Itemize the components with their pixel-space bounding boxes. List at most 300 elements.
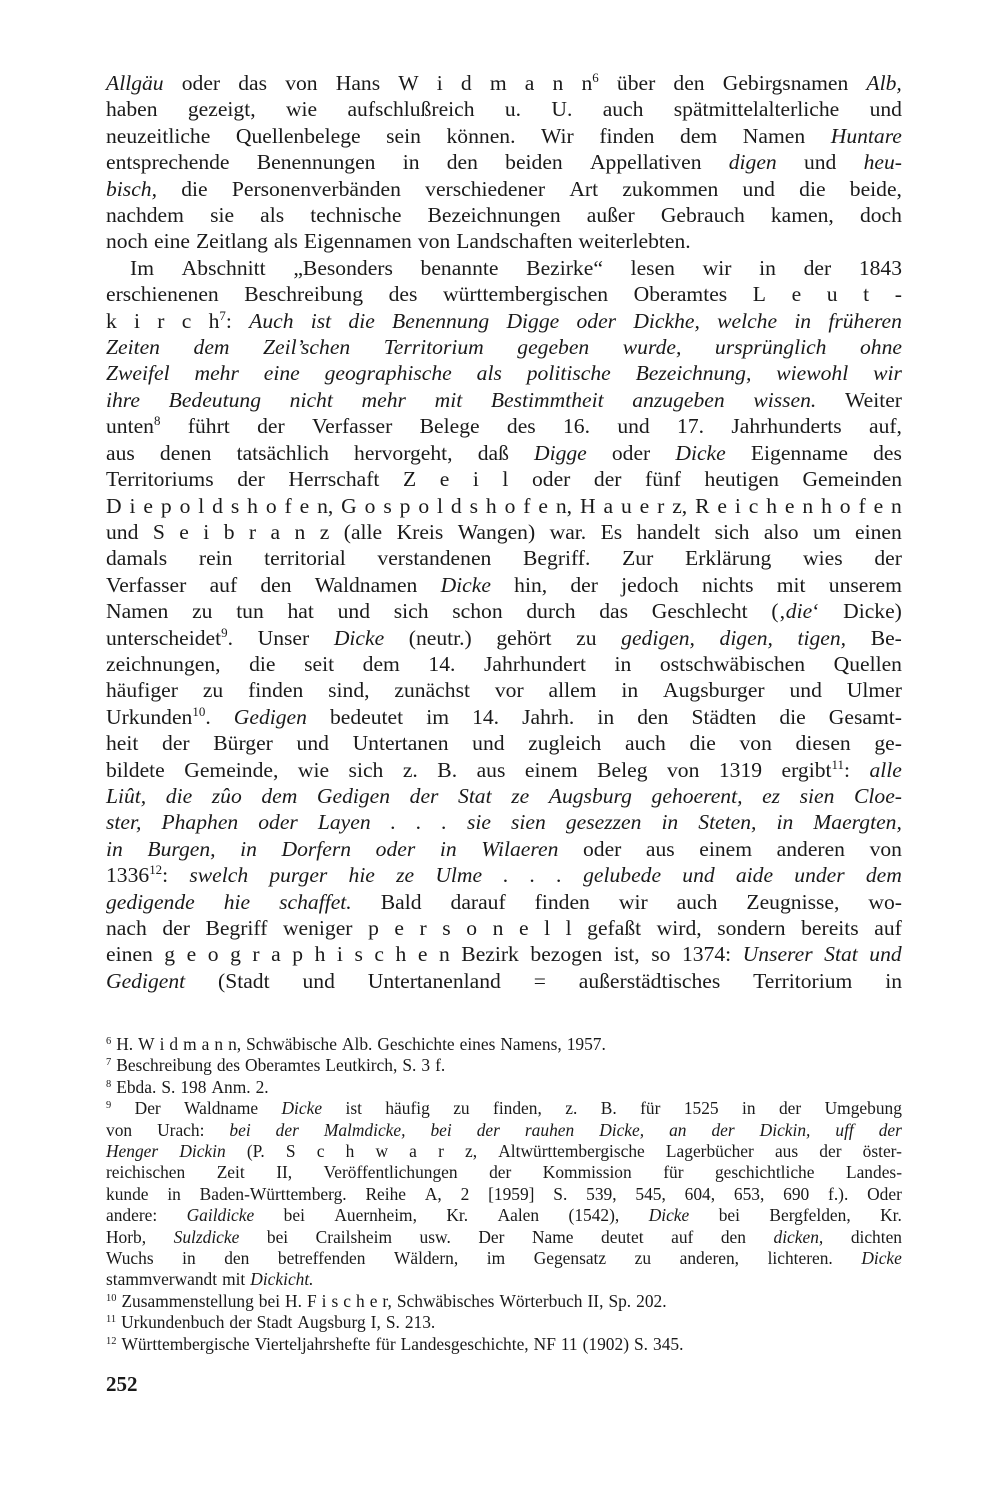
word: $n^6$	[581, 70, 599, 95]
footnote-line	[106, 1269, 902, 1290]
word: Burgen,	[147, 836, 216, 861]
word: zeichnungen,	[106, 651, 221, 676]
word: und	[869, 942, 902, 967]
word: h	[485, 493, 497, 518]
word: Dicke	[861, 1248, 902, 1269]
word: n	[214, 1034, 224, 1054]
text-line	[106, 360, 902, 386]
word: auf	[671, 1226, 694, 1247]
word: f.).	[828, 1183, 849, 1204]
word: Herrschaft	[288, 467, 380, 492]
word: finden	[599, 123, 655, 148]
word: f	[858, 493, 866, 518]
word: auch	[602, 97, 644, 122]
word: l	[565, 916, 572, 940]
word: und	[789, 678, 822, 703]
word: h	[821, 493, 832, 518]
word: 11	[560, 1333, 578, 1354]
word: Leutkirch,	[325, 1055, 398, 1076]
word: jedoch	[621, 572, 679, 597]
word: z,	[672, 493, 688, 518]
footnote-line	[106, 1141, 902, 1162]
word: wiewohl	[776, 361, 849, 386]
word: Territoriums	[106, 467, 214, 492]
word: in	[759, 255, 776, 280]
text-line	[106, 651, 902, 677]
footnote-line	[106, 1077, 902, 1098]
word: der	[803, 255, 832, 280]
word: a	[271, 942, 281, 967]
word: 14.	[428, 651, 456, 676]
word: oder	[531, 467, 571, 492]
word: wurde,	[622, 335, 682, 360]
word: Namen	[106, 599, 169, 624]
word: .	[503, 863, 509, 888]
word: der	[778, 1098, 802, 1119]
word: 6	[106, 1035, 112, 1047]
footnote-line	[106, 1184, 902, 1205]
word: gedigen,	[621, 625, 695, 650]
word: Dickhe,	[633, 308, 700, 333]
word: Hans	[335, 71, 381, 95]
word: ist	[345, 1098, 362, 1119]
word: Augsburg	[548, 783, 632, 808]
word: der	[711, 1119, 735, 1140]
word: einen	[106, 942, 153, 967]
word: die	[799, 176, 826, 201]
word: A,	[424, 1183, 442, 1204]
word: B.	[437, 757, 458, 782]
word: (P.	[246, 1141, 265, 1162]
word: der	[229, 1312, 252, 1333]
word: II,	[276, 1162, 293, 1183]
word: Stat	[458, 783, 492, 808]
word: b	[223, 519, 235, 544]
word: W	[138, 1034, 155, 1054]
word: h	[766, 493, 778, 518]
word: reichischen	[106, 1162, 186, 1183]
word: weiterlebten.	[578, 229, 691, 254]
word: von	[666, 757, 700, 782]
word: Veröffentlichungen	[323, 1162, 458, 1183]
word: 14.	[472, 704, 500, 729]
word: a	[409, 1141, 417, 1162]
word: von	[869, 836, 902, 861]
text-line	[106, 123, 902, 149]
word: Steten,	[698, 810, 757, 835]
word: 690	[783, 1183, 810, 1204]
word: aide	[735, 863, 774, 888]
word: Bald	[380, 889, 422, 914]
text-line	[106, 228, 902, 254]
word: die	[165, 783, 193, 808]
word: -	[894, 282, 902, 307]
word: Jahrhunderts	[731, 414, 842, 439]
word: oder	[181, 71, 221, 95]
word: r	[252, 942, 260, 967]
word: Weiter	[844, 387, 902, 412]
text-line	[106, 968, 902, 994]
word: e	[784, 493, 795, 518]
word: Zusammenstellung	[121, 1290, 254, 1311]
word: Dickin,	[759, 1119, 811, 1140]
word: Im	[130, 255, 154, 280]
word: heutigen	[704, 467, 779, 492]
word: das	[238, 71, 268, 95]
word: und	[803, 150, 837, 175]
word: Bedeutung	[168, 387, 261, 412]
word: und	[302, 968, 335, 993]
word: W	[398, 71, 419, 95]
word: Maergten,	[813, 810, 902, 835]
word: 17.	[677, 414, 705, 439]
word: f.	[435, 1055, 446, 1076]
word: Begriff.	[523, 546, 591, 571]
word: Jahrhundert	[484, 651, 586, 676]
text-line	[106, 70, 902, 96]
word: o	[466, 916, 478, 940]
word: geschichtliche	[714, 1162, 815, 1183]
word: c	[343, 1290, 351, 1311]
word: gesezzen	[565, 810, 642, 835]
word: im	[486, 1248, 506, 1269]
word: H.	[116, 1034, 134, 1054]
word: für	[640, 1098, 661, 1119]
word: dichten	[850, 1226, 902, 1247]
word: e	[299, 493, 310, 518]
word: Eigenname	[750, 440, 848, 465]
word: Auch	[249, 308, 294, 333]
word: n	[492, 916, 504, 940]
text-line	[106, 862, 902, 888]
word: hin,	[514, 572, 548, 597]
word: gehört	[496, 625, 552, 650]
word: weniger	[282, 916, 353, 940]
word: nach	[106, 916, 147, 940]
word: Eigennamen	[303, 229, 412, 254]
word: z,	[465, 1141, 478, 1162]
word: und	[617, 414, 650, 439]
word: Aalen	[497, 1205, 540, 1226]
word: S	[285, 1141, 296, 1162]
word: finden,	[493, 1098, 542, 1119]
word: tun	[236, 599, 264, 624]
word: Z	[402, 467, 417, 492]
word: den	[224, 1248, 250, 1269]
word: Der	[478, 1226, 505, 1247]
word: dem	[362, 651, 400, 676]
word: gedigende	[106, 889, 195, 914]
footnote-line	[106, 1098, 902, 1119]
word: wies	[803, 546, 843, 571]
word: im	[426, 704, 450, 729]
word: c	[316, 1141, 325, 1162]
word: von	[417, 229, 451, 254]
word: p	[160, 493, 172, 518]
word: mehr	[361, 387, 406, 412]
word: fünf	[645, 467, 681, 492]
word: H	[579, 493, 596, 518]
word: S.	[385, 1312, 400, 1333]
word: H.	[285, 1290, 302, 1311]
word: =	[533, 968, 546, 993]
word: zukommen	[622, 176, 719, 201]
word: s	[469, 493, 479, 518]
word: bei	[283, 1205, 305, 1226]
word: noch	[106, 229, 148, 254]
word: e	[417, 942, 428, 967]
word: 2	[460, 1183, 470, 1204]
word: rauhen	[524, 1119, 575, 1140]
word: Zeiten	[106, 335, 160, 360]
word: Sp.	[608, 1290, 632, 1311]
word: Gebrauch	[660, 203, 745, 228]
word: B.	[600, 1098, 617, 1119]
word: e	[394, 916, 404, 940]
word: 11	[106, 1314, 117, 1326]
word: rein	[198, 546, 233, 571]
word: oder	[576, 308, 617, 333]
word: Beleg	[597, 757, 648, 782]
word: ze	[396, 863, 415, 888]
word: 1957.	[566, 1034, 606, 1054]
word: Be-	[870, 625, 902, 650]
word: n,	[555, 493, 573, 518]
word: Dicke	[333, 625, 385, 650]
word: uff	[835, 1119, 854, 1140]
text-line	[106, 413, 902, 439]
word: Waldnamen	[314, 572, 418, 597]
word: bildete	[106, 757, 165, 782]
word: D	[106, 493, 122, 518]
word: z.	[565, 1098, 578, 1119]
word: früheren	[828, 308, 902, 333]
word: aus	[106, 440, 135, 465]
word: 9	[106, 1099, 112, 1111]
word: sondern	[717, 916, 786, 940]
word: Kr.	[446, 1205, 469, 1226]
word: und	[337, 599, 370, 624]
word: Ulme	[435, 863, 483, 888]
text-line	[106, 281, 902, 307]
word: mehr	[194, 361, 239, 386]
word: Gemeinde,	[184, 757, 279, 782]
word: (1542),	[568, 1205, 620, 1226]
word: zugleich	[528, 731, 602, 756]
word: 604,	[684, 1183, 716, 1204]
word: einem	[524, 757, 578, 782]
word: mit	[222, 1269, 246, 1290]
word: (Stadt	[218, 968, 270, 993]
word: schaffet.	[279, 889, 352, 914]
word: in	[621, 678, 639, 703]
word: ursprünglich	[714, 335, 827, 360]
word: c	[748, 493, 759, 518]
word: anderen,	[679, 1248, 740, 1269]
word: f	[523, 493, 531, 518]
word: d	[212, 493, 223, 518]
word: e	[639, 493, 650, 518]
word: bei	[229, 1119, 251, 1140]
word: Namen	[742, 123, 806, 148]
word: außer	[586, 203, 635, 228]
word: nicht	[289, 387, 333, 412]
word: g	[164, 942, 176, 967]
word: Stat	[824, 942, 858, 967]
word: zu	[453, 1098, 470, 1119]
word: der	[874, 546, 902, 571]
word: under	[794, 863, 845, 888]
word: 1843	[858, 255, 902, 280]
word: Digge	[506, 308, 560, 333]
word: sich	[714, 519, 750, 544]
word: dicken,	[773, 1226, 824, 1247]
word: handelt	[636, 519, 701, 544]
text-line	[106, 915, 902, 941]
word: an	[669, 1119, 687, 1140]
word: und	[472, 731, 505, 756]
word: Vierteljahrshefte	[254, 1333, 371, 1354]
word: .	[441, 810, 447, 835]
word: .	[416, 810, 422, 835]
footnote-line	[106, 1312, 902, 1333]
word: als	[260, 203, 285, 228]
footnote-line	[106, 1291, 902, 1312]
word: i	[436, 71, 443, 95]
word: finden	[248, 678, 304, 703]
word: bezogen	[530, 942, 603, 967]
word: Wuchs	[106, 1248, 154, 1269]
word: r	[157, 308, 165, 333]
word: Untertanenland	[367, 968, 501, 993]
word: (‚die‘	[771, 599, 820, 624]
text-line	[106, 96, 902, 122]
word: purger	[269, 863, 328, 888]
word: allem	[548, 678, 597, 703]
word: Schwäbische	[246, 1034, 337, 1054]
word: spätmittelalterliche	[673, 97, 840, 122]
word: alle	[869, 757, 902, 782]
word: i	[129, 493, 136, 518]
word: andere:	[106, 1205, 158, 1226]
word: i	[159, 1034, 165, 1054]
word: Dicke,	[599, 1119, 645, 1140]
word: Belege	[419, 414, 480, 439]
word: Zeil’schen	[263, 335, 351, 360]
text-line	[106, 149, 902, 175]
word: wissen.	[753, 387, 817, 412]
word: 202.	[636, 1290, 667, 1311]
word: 12	[106, 1335, 117, 1347]
word: aufschlußreich	[347, 97, 475, 122]
word: Dicke	[648, 1205, 690, 1226]
word: [1959]	[488, 1183, 535, 1204]
word: Zeitlang	[195, 229, 268, 254]
word: Gaildicke	[186, 1205, 255, 1226]
word: zunächst	[394, 678, 470, 703]
word: n,	[317, 493, 334, 518]
text-line	[106, 545, 902, 571]
word: gefaßt	[587, 916, 642, 940]
word: führt	[187, 414, 230, 439]
word: l	[437, 493, 444, 518]
word: die	[348, 308, 375, 333]
word: n	[891, 493, 902, 518]
word: die	[689, 731, 716, 756]
word: Reihe	[365, 1183, 407, 1204]
word: z	[319, 519, 330, 544]
word: S.	[634, 1333, 649, 1354]
word: Oberamtes	[633, 282, 728, 307]
word: in	[106, 836, 123, 861]
word: d	[169, 1034, 179, 1054]
word: u	[620, 493, 632, 518]
word: i	[203, 519, 210, 544]
word: S.	[402, 1055, 417, 1076]
word: der	[162, 731, 190, 756]
word: u	[826, 282, 838, 307]
word: Alb,	[866, 71, 902, 95]
word: Zur	[622, 546, 654, 571]
word: NF	[533, 1333, 556, 1354]
word: mit	[776, 572, 806, 597]
word: darauf	[450, 889, 506, 914]
word: digen	[728, 150, 777, 175]
word: in	[742, 1098, 756, 1119]
word: tigen,	[797, 625, 847, 650]
word: o	[265, 493, 277, 518]
word: aus	[774, 1141, 799, 1162]
word: Württembergische	[121, 1333, 250, 1354]
word: e	[143, 493, 153, 518]
word: von	[106, 1119, 133, 1140]
word: m	[183, 1034, 197, 1054]
word: Gedigent	[106, 968, 186, 993]
word: einem	[699, 836, 753, 861]
word: p	[399, 493, 411, 518]
word: Dicke)	[843, 599, 902, 624]
word: Bürger	[213, 731, 273, 756]
word: wo-	[868, 889, 902, 914]
word: Personenverbänden	[231, 176, 401, 201]
word: Städten	[691, 704, 757, 729]
word: o	[504, 493, 516, 518]
word: Der	[134, 1098, 161, 1119]
word: 1336$^{12}$:	[106, 862, 169, 888]
word: 1374:	[681, 942, 732, 967]
word: von	[285, 71, 318, 95]
text-line	[106, 519, 902, 545]
word: technische	[310, 203, 402, 228]
word: n	[438, 942, 450, 967]
word: gezeigt,	[187, 97, 256, 122]
word: S	[152, 519, 165, 544]
word: das	[599, 599, 629, 624]
footnote-line	[106, 1227, 902, 1248]
word: Erklärung	[685, 546, 772, 571]
word: dem	[865, 863, 902, 888]
word: d	[450, 493, 462, 518]
word: Verfasser	[311, 414, 393, 439]
word: Alb.	[341, 1034, 373, 1054]
word: G	[341, 493, 357, 518]
word: o	[207, 942, 219, 967]
word: g	[230, 942, 241, 967]
text-line	[106, 387, 902, 413]
word: r	[248, 519, 257, 544]
word: der	[878, 1119, 902, 1140]
word: dem	[193, 335, 230, 360]
